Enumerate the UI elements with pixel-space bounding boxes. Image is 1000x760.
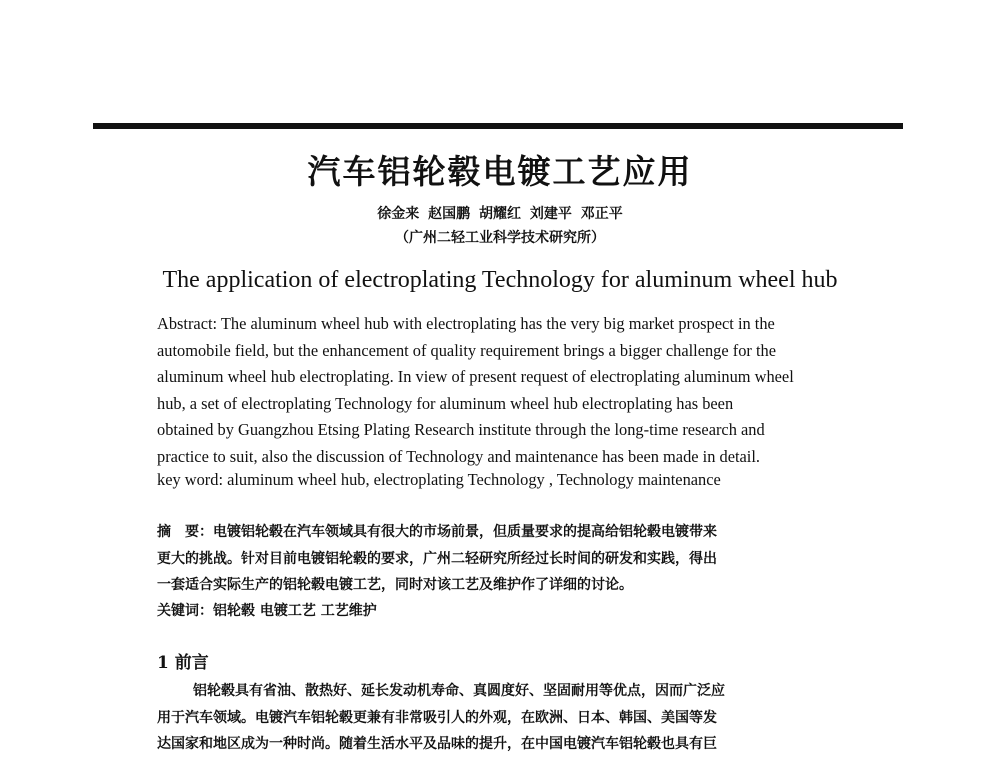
intro-line: 用于汽车领域。电镀汽车铝轮毂更兼有非常吸引人的外观，在欧洲、日本、韩国、美国等发 <box>157 709 717 726</box>
chinese-abstract-line: 一套适合实际生产的铝轮毂电镀工艺，同时对该工艺及维护作了详细的讨论。 <box>157 577 633 593</box>
english-keywords: key word: aluminum wheel hub, electroplating Technology , Technology maintenance <box>157 470 721 489</box>
chinese-abstract-line: 更大的挑战。针对目前电镀铝轮毂的要求，广州二轻研究所经过长时间的研发和实践，得出 <box>157 550 717 567</box>
affiliation: （广州二轻工业科学技术研究所） <box>395 230 605 246</box>
chinese-abstract <box>157 519 827 599</box>
abstract-line: obtained by Guangzhou Etsing Plating Research institute through the long-time research and <box>157 420 765 439</box>
author-list: 徐金来 赵国鹏 胡耀红 刘建平 邓正平 <box>377 206 623 222</box>
english-title: The application of electroplating Technology for aluminum wheel hub <box>162 267 838 293</box>
intro-line: 达国家和地区成为一种时尚。随着生活水平及品味的提升，在中国电镀汽车铝轮毂也具有巨 <box>157 736 717 752</box>
intro-line: 铝轮毂具有省油、散热好、延长发动机寿命、真圆度好、坚固耐用等优点，因而广泛应 <box>193 683 725 699</box>
chinese-abstract-line: 摘 要：电镀铝轮毂在汽车领域具有很大的市场前景，但质量要求的提高给铝轮毂电镀带来 <box>157 524 717 540</box>
abstract-line: hub, a set of electroplating Technology for aluminum wheel hub electroplating has been <box>157 393 734 413</box>
abstract-line: practice to suit, also the discussion of Technology and maintenance has been made in detail. <box>157 446 761 466</box>
intro-paragraph <box>157 678 827 758</box>
section-heading: 1 前言 <box>157 653 209 673</box>
paper-title: 汽车铝轮毂电镀工艺应用 <box>307 152 693 191</box>
abstract-line: Abstract: The aluminum wheel hub with electroplating has the very big market prospect in the <box>157 314 775 333</box>
abstract-line: automobile field, but the enhancement of quality requirement brings a bigger challenge for the <box>157 340 776 360</box>
abstract-line: aluminum wheel hub electroplating. In view of present request of electroplating aluminum wheel <box>157 367 794 386</box>
header-rule <box>93 123 903 129</box>
english-abstract <box>157 311 837 470</box>
chinese-keywords: 关键词：铝轮毂 电镀工艺 工艺维护 <box>157 603 377 619</box>
